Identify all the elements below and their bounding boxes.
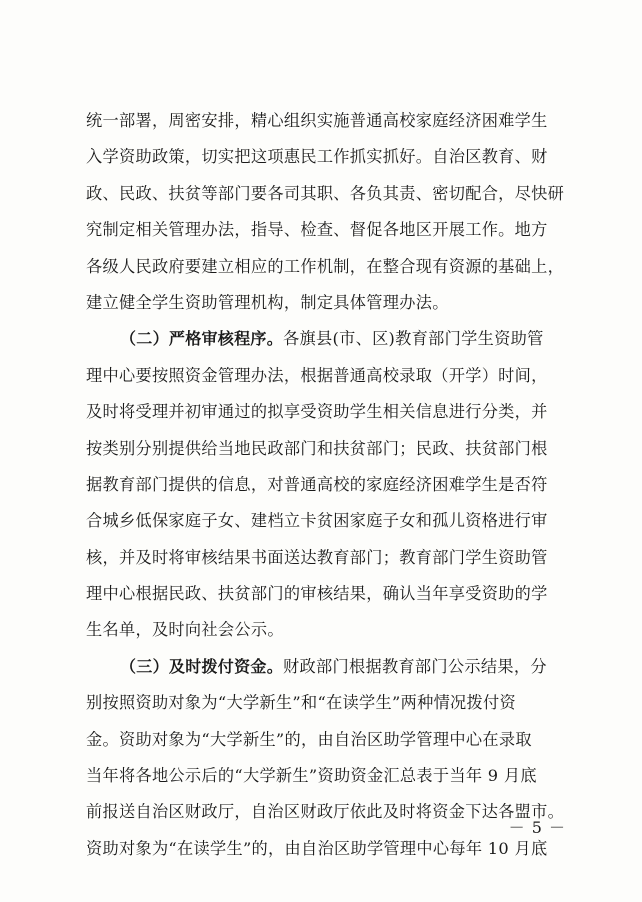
text-line-14 [86, 576, 582, 612]
text-line-19 [86, 758, 582, 794]
section-heading-2: （二）严格审核程序。 [120, 329, 284, 349]
line-text: 前报送自治区财政厅，自治区财政厅依此及时将资金下达各盟市。 [86, 802, 565, 822]
line-text: 金。资助对象为“大学新生”的，由自治区助学管理中心在录取 [86, 729, 532, 749]
line-text: 建立健全学生资助管理机构，制定具体管理办法。 [86, 292, 449, 312]
line-text: 财政部门根据教育部门公示结果，分 [283, 656, 547, 676]
line-text: 各旗县(市、区)教育部门学生资助管 [283, 329, 544, 349]
text-line-3 [86, 176, 582, 212]
text-line-10 [86, 431, 582, 467]
text-line-2 [86, 139, 582, 175]
text-line-18 [86, 722, 582, 758]
line-text: 据教育部门提供的信息，对普通高校的家庭经济困难学生是否符 [86, 474, 548, 494]
text-line-17 [86, 685, 582, 721]
text-line-13 [86, 540, 582, 576]
paragraph-3-start [86, 649, 582, 685]
text-line-4 [86, 212, 582, 248]
text-line-6 [86, 285, 582, 321]
page-number: － 5 － [508, 818, 566, 837]
line-text: 统一部署，周密安排，精心组织实施普通高校家庭经济困难学生 [86, 111, 548, 130]
paragraph-2-start [86, 321, 582, 357]
text-line-5 [86, 249, 582, 285]
text-line-8 [86, 358, 582, 394]
line-text: 及时将受理并初审通过的拟享受资助学生相关信息进行分类，并 [86, 402, 548, 422]
line-text: 理中心要按照资金管理办法，根据普通高校录取（开学）时间， [86, 365, 548, 385]
line-text: 当年将各地公示后的“大学新生”资助资金汇总表于当年 9 月底 [86, 766, 537, 786]
line-text: 各级人民政府要建立相应的工作机制，在整合现有资源的基础上， [86, 256, 565, 276]
line-text: 核，并及时将审核结果书面送达教育部门；教育部门学生资助管 [86, 547, 548, 567]
line-text: 合城乡低保家庭子女、建档立卡贫困家庭子女和孤儿资格进行审 [86, 511, 548, 531]
text-line-9 [86, 394, 582, 430]
text-line-12 [86, 503, 582, 539]
line-text: 入学资助政策，切实把这项惠民工作抓实抓好。自治区教育、财 [86, 147, 548, 167]
line-text: 资助对象为“在读学生”的，由自治区助学管理中心每年 10 月底 [86, 838, 548, 858]
line-text: 按类别分别提供给当地民政部门和扶贫部门；民政、扶贫部门根 [86, 438, 548, 458]
text-line-21 [86, 831, 582, 867]
body-text [86, 103, 582, 867]
text-line-15 [86, 612, 582, 648]
line-text: 理中心根据民政、扶贫部门的审核结果，确认当年享受资助的学 [86, 584, 548, 604]
line-text: 别按照资助对象为“大学新生”和“在读学生”两种情况拨付资 [86, 693, 516, 713]
text-line-11 [86, 467, 582, 503]
line-text: 政、民政、扶贫等部门要各司其职、各负其责、密切配合，尽快研 [86, 183, 565, 203]
text-line-1 [86, 103, 582, 139]
text-line-20 [86, 794, 582, 830]
line-text: 生名单，及时向社会公示。 [86, 620, 284, 640]
section-heading-3: （三）及时拨付资金。 [120, 656, 284, 676]
line-text: 究制定相关管理办法，指导、检查、督促各地区开展工作。地方 [86, 220, 548, 240]
